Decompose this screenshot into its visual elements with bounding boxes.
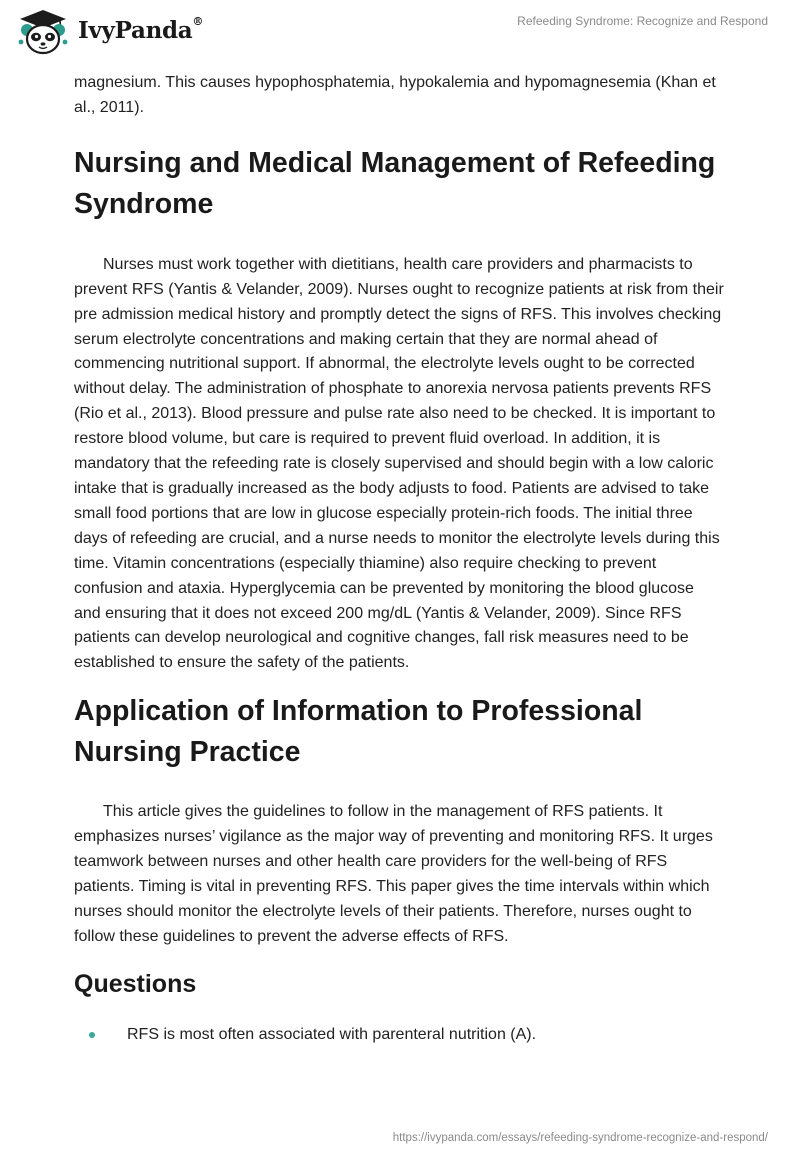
section-paragraph-management: Nurses must work together with dietitians, health care providers and pharmacists to prevent RFS (Yantis & Velander, 2009). Nurses ought to recognize patients at risk from their pre admission medical history and promptly detect the signs of RFS. This involves checking serum electrolyte concentrations and making certain that they are normal ahead of commencing nutritional support. If abnormal, the electrolyte levels ought to be corrected without delay. The administration of phosphate to anorexia nervosa patients prevents RFS (Rio et al., 2013). Blood pressure and pulse rate also need to be checked. It is important to restore blood volume, but care is required to prevent fluid overload. In addition, it is mandatory that the refeeding rate is closely supervised and should begin with a low caloric intake that is gradually increased as the body adjusts to food. Patients are advised to take small food portions that are low in glucose especially protein-rich foods. The initial three days of refeeding are crucial, and a nurse needs to monitor the electrolyte levels during this time. Vitamin concentrations (especially thiamine) also require checking to prevent confusion and ataxia. Hyperglycemia can be prevented by monitoring the blood glucose and ensuring that it does not exceed 200 mg/dL (Yantis & Velander, 2009). Since RFS patients can develop neurological and cognitive changes, fall risk measures need to be established to ensure the safety of the patients.	[74, 255, 724, 672]
document-title: Refeeding Syndrome: Recognize and Respond	[517, 14, 768, 28]
brand-label: IvyPanda	[78, 17, 193, 44]
footer-source-url[interactable]: https://ivypanda.com/essays/refeeding-syndrome-recognize-and-respond/	[392, 1132, 768, 1144]
section-paragraph-application: This article gives the guidelines to follow in the management of RFS patients. It emphasizes nurses’ vigilance as the major way of preventing and monitoring RFS. It urges teamwork between nurses and other health care providers for the well-being of RFS patients. Timing is vital in preventing RFS. This paper gives the time intervals within which nurses should monitor the electrolyte levels of their patients. Therefore, nurses ought to follow these guidelines to prevent the adverse effects of RFS.	[74, 803, 713, 945]
page-header	[0, 0, 800, 64]
registered-mark: ®	[192, 15, 204, 29]
question-text: RFS is most often associated with parenteral nutrition (A).	[127, 1025, 537, 1043]
section-heading-questions: Questions	[74, 969, 197, 998]
intro-paragraph: magnesium. This causes hypophosphatemia, hypokalemia and hypomagnesemia (Khan et al., 2011).	[74, 74, 716, 116]
essay-content	[74, 71, 724, 1047]
bullet-icon	[89, 1032, 95, 1038]
section-heading-application: Application of Information to Professional Nursing Practice	[74, 695, 643, 769]
questions-list	[74, 1023, 724, 1047]
brand-name[interactable]	[78, 17, 203, 44]
section-heading-management: Nursing and Medical Management of Refeeding Syndrome	[74, 146, 716, 220]
list-item	[74, 1023, 724, 1047]
ivypanda-logo-icon[interactable]	[17, 8, 69, 56]
